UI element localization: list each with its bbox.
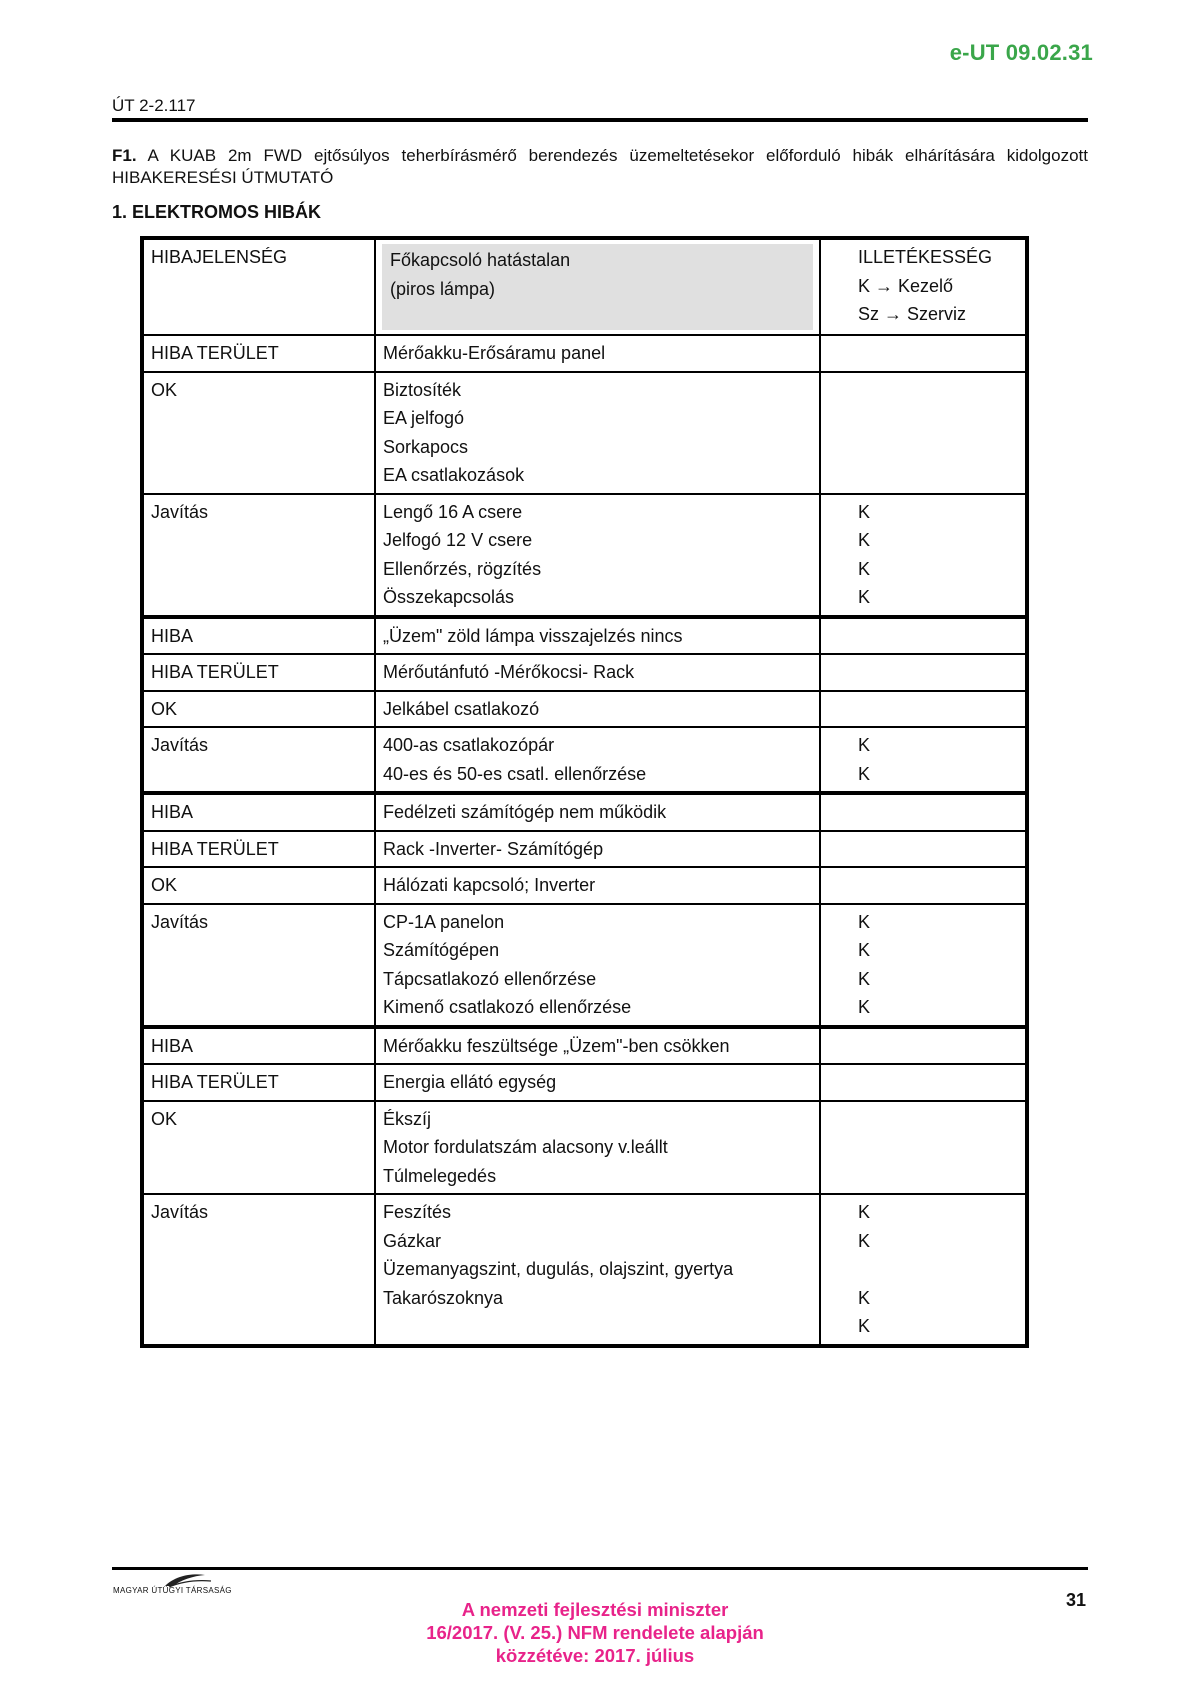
row-responsibility xyxy=(820,494,1027,617)
row-responsibility xyxy=(820,335,1027,372)
symptom-highlight xyxy=(382,244,813,330)
legend-service: Sz → Szerviz xyxy=(858,304,967,324)
note-line: A nemzeti fejlesztési miniszter xyxy=(461,1599,729,1620)
item-line: Mérőakku-Erősáramu panel xyxy=(383,343,606,363)
society-logo xyxy=(113,1572,261,1600)
item-line: Üzemanyagszint, dugulás, olajszint, gyertya xyxy=(383,1259,734,1279)
item-line: Gázkar xyxy=(383,1230,442,1251)
table-row xyxy=(142,372,1027,494)
responsibility-mark: K xyxy=(858,968,871,989)
empty-cell xyxy=(858,835,1019,864)
item-line: EA jelfogó xyxy=(383,408,465,428)
row-items xyxy=(375,617,820,655)
item-line xyxy=(383,1312,813,1341)
item-line: Motor fordulatszám alacsony v.leállt xyxy=(383,1137,668,1157)
empty-cell xyxy=(858,695,1019,724)
item-line: 400-as csatlakozópár xyxy=(383,735,555,755)
item-line: Számítógépen xyxy=(383,940,500,960)
item-line: Ékszíj xyxy=(383,1108,432,1129)
row-items xyxy=(375,691,820,728)
responsibility-mark: K xyxy=(858,997,871,1017)
legend-operator: K → Kezelő xyxy=(858,275,954,296)
item-line: Sorkapocs xyxy=(383,436,469,457)
responsibility-mark: K xyxy=(858,1316,871,1336)
empty-cell xyxy=(858,1032,1019,1061)
responsibility-mark: K xyxy=(858,911,871,932)
table-row xyxy=(142,691,1027,728)
item-line: Biztosíték xyxy=(383,379,462,400)
row-items xyxy=(375,1101,820,1195)
row-items xyxy=(375,1027,820,1065)
responsibility-mark: K xyxy=(858,1230,871,1251)
table-row xyxy=(142,1064,1027,1101)
document-code: e-UT 09.02.31 xyxy=(949,40,1093,65)
row-items xyxy=(375,727,820,793)
item-line: EA csatlakozások xyxy=(383,465,525,485)
note-line: közzétéve: 2017. július xyxy=(495,1645,695,1666)
empty-cell xyxy=(858,798,1019,827)
row-items xyxy=(375,494,820,617)
symptom-cell xyxy=(375,238,820,335)
row-responsibility xyxy=(820,691,1027,728)
footer-rule xyxy=(112,1567,1088,1570)
row-label: OK xyxy=(142,691,375,728)
table-row xyxy=(142,831,1027,868)
symptom-line: (piros lámpa) xyxy=(390,278,496,299)
row-items xyxy=(375,335,820,372)
row-responsibility xyxy=(820,831,1027,868)
table-row xyxy=(142,793,1027,831)
empty-cell xyxy=(858,1105,1019,1134)
logo-text: MAGYAR ÚTÜGYI TÁRSASÁG xyxy=(113,1586,232,1595)
responsibility-title: ILLETÉKESSÉG xyxy=(858,247,993,267)
responsibility-mark: K xyxy=(858,587,871,607)
item-line: Takarószoknya xyxy=(383,1287,504,1308)
row-items xyxy=(375,1194,820,1346)
row-items xyxy=(375,867,820,904)
row-label: HIBA xyxy=(142,793,375,831)
row-responsibility xyxy=(820,793,1027,831)
responsibility-mark: K xyxy=(858,763,871,784)
table-row xyxy=(142,494,1027,617)
item-line: Energia ellátó egység xyxy=(383,1072,557,1092)
responsibility-mark: K xyxy=(858,1202,871,1222)
empty-cell xyxy=(858,658,1019,687)
row-items xyxy=(375,831,820,868)
item-line: CP-1A panelon xyxy=(383,911,505,932)
row-responsibility xyxy=(820,654,1027,691)
table-row xyxy=(142,727,1027,793)
row-label: HIBA xyxy=(142,617,375,655)
responsibility-legend xyxy=(820,238,1027,335)
item-line: Túlmelegedés xyxy=(383,1165,497,1186)
row-responsibility xyxy=(820,1101,1027,1195)
table-row xyxy=(142,617,1027,655)
row-responsibility xyxy=(820,1064,1027,1101)
section-title: 1. ELEKTROMOS HIBÁK xyxy=(112,202,322,222)
empty-cell xyxy=(858,339,1019,368)
row-responsibility xyxy=(820,617,1027,655)
responsibility-mark xyxy=(858,1255,1019,1284)
row-responsibility xyxy=(820,1027,1027,1065)
row-label: HIBA TERÜLET xyxy=(142,335,375,372)
item-line: Ellenőrzés, rögzítés xyxy=(383,558,542,579)
item-line: Hálózati kapcsoló; Inverter xyxy=(383,875,596,895)
table-row xyxy=(142,1027,1027,1065)
item-line: 40-es és 50-es csatl. ellenőrzése xyxy=(383,763,647,784)
item-line: „Üzem" zöld lámpa visszajelzés nincs xyxy=(383,625,683,646)
header-rule xyxy=(112,118,1088,122)
responsibility-mark: K xyxy=(858,558,871,579)
responsibility-mark: K xyxy=(858,735,871,755)
table-header-row xyxy=(142,238,1027,335)
item-line: Rack -Inverter- Számítógép xyxy=(383,838,604,859)
empty-cell xyxy=(858,871,1019,900)
row-items xyxy=(375,372,820,494)
row-label: Javítás xyxy=(142,727,375,793)
item-line: Mérőutánfutó -Mérőkocsi- Rack xyxy=(383,662,635,682)
document-heading xyxy=(112,145,1088,189)
empty-cell xyxy=(858,376,1019,405)
row-label: OK xyxy=(142,867,375,904)
responsibility-mark: K xyxy=(858,940,871,960)
responsibility-mark: K xyxy=(858,530,871,550)
row-responsibility xyxy=(820,867,1027,904)
row-label: Javítás xyxy=(142,494,375,617)
row-items xyxy=(375,1064,820,1101)
table-row xyxy=(142,654,1027,691)
table-row xyxy=(142,1194,1027,1346)
item-line: Fedélzeti számítógép nem működik xyxy=(383,802,667,822)
row-label: OK xyxy=(142,1101,375,1195)
row-label: HIBA TERÜLET xyxy=(142,654,375,691)
page-number: 31 xyxy=(1065,1590,1086,1610)
row-responsibility xyxy=(820,372,1027,494)
symptom-line: Főkapcsoló hatástalan xyxy=(390,250,571,270)
item-line: Feszítés xyxy=(383,1202,452,1222)
item-line: Jelfogó 12 V csere xyxy=(383,530,533,550)
item-line: Tápcsatlakozó ellenőrzése xyxy=(383,968,597,989)
empty-cell xyxy=(858,622,1019,651)
item-line: Lengő 16 A csere xyxy=(383,501,523,522)
row-label: HIBA TERÜLET xyxy=(142,1064,375,1101)
symptom-label: HIBAJELENSÉG xyxy=(142,238,375,335)
publication-note xyxy=(0,1598,1190,1667)
item-line: Kimenő csatlakozó ellenőrzése xyxy=(383,997,632,1017)
row-responsibility xyxy=(820,904,1027,1027)
heading-text: A KUAB 2m FWD ejtősúlyos teherbírásmérő berendezés üzemeltetésekor előforduló hibák elhárítására kidolgozott HIBAKERESÉSI ÚTMUTATÓ xyxy=(112,146,1088,187)
table-row xyxy=(142,904,1027,1027)
responsibility-mark: K xyxy=(858,1287,871,1308)
table-row xyxy=(142,1101,1027,1195)
note-line: 16/2017. (V. 25.) NFM rendelete alapján xyxy=(426,1622,764,1643)
row-label: Javítás xyxy=(142,904,375,1027)
row-items xyxy=(375,654,820,691)
row-label: HIBA TERÜLET xyxy=(142,831,375,868)
heading-label: F1. xyxy=(112,146,137,165)
table-row xyxy=(142,867,1027,904)
table-row xyxy=(142,335,1027,372)
row-label: Javítás xyxy=(142,1194,375,1346)
fault-table xyxy=(140,236,1029,1348)
row-items xyxy=(375,793,820,831)
responsibility-mark: K xyxy=(858,501,871,522)
row-items xyxy=(375,904,820,1027)
standard-number: ÚT 2-2.117 xyxy=(112,96,196,115)
empty-cell xyxy=(858,1068,1019,1097)
row-label: OK xyxy=(142,372,375,494)
row-responsibility xyxy=(820,1194,1027,1346)
item-line: Összekapcsolás xyxy=(383,587,515,607)
item-line: Jelkábel csatlakozó xyxy=(383,698,540,719)
row-responsibility xyxy=(820,727,1027,793)
row-label: HIBA xyxy=(142,1027,375,1065)
item-line: Mérőakku feszültsége „Üzem"-ben csökken xyxy=(383,1035,730,1056)
